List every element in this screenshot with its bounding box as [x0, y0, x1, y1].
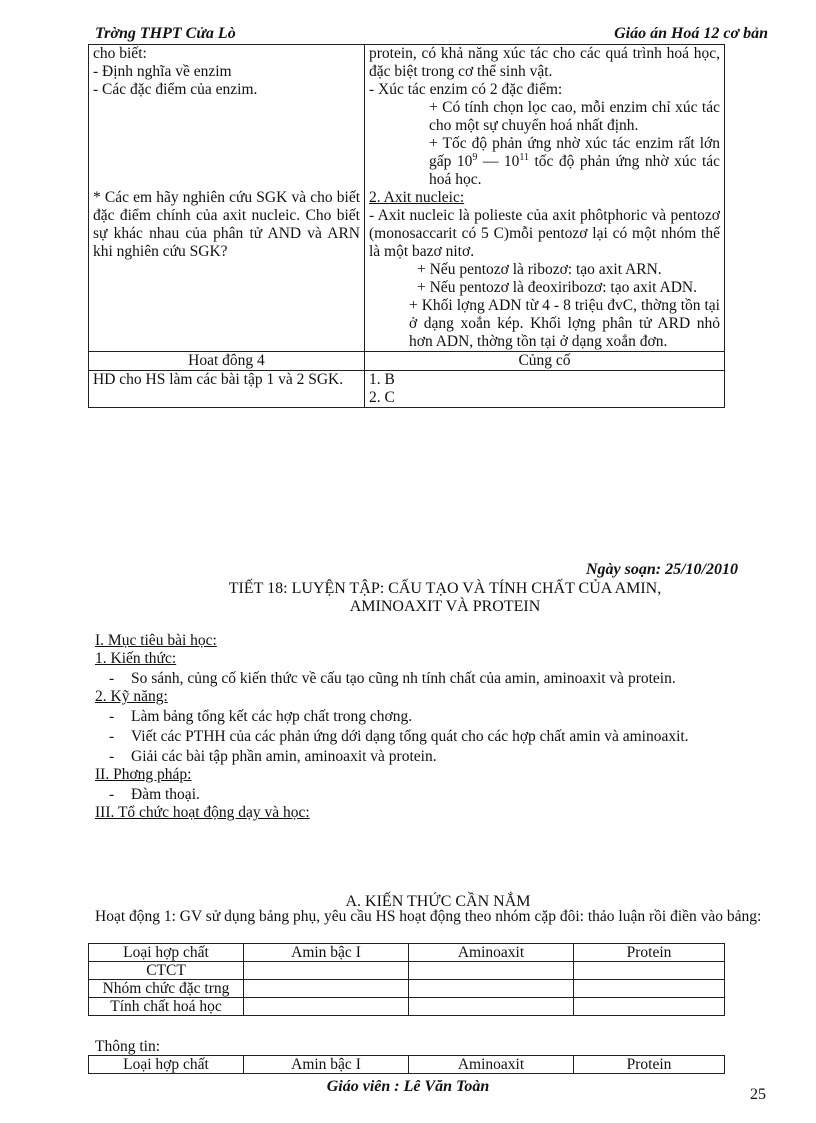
content-line: + Nếu pentozơ là đeoxiribozơ: tạo axit ADN.: [417, 279, 697, 296]
lesson-table: [88, 44, 725, 408]
table-row: [89, 352, 725, 371]
title-line-1: TIẾT 18: LUYỆN TẬP: CẤU TẠO VÀ TÍNH CHẤT CỦA AMIN,: [228, 580, 662, 597]
header-cell: Protein: [574, 944, 725, 962]
table-header-row: [89, 1056, 725, 1074]
empty-cell: [244, 962, 409, 980]
empty-cell: [574, 980, 725, 998]
content-line: - Xúc tác enzim có 2 đặc điểm:: [369, 81, 563, 98]
homework-cell: HD cho HS làm các bài tập 1 và 2 SGK.: [89, 371, 365, 408]
section-skills: 2. Kỹ năng:: [95, 688, 168, 705]
empty-cell: [244, 998, 409, 1016]
content-line: + Nếu pentozơ là ribozơ: tạo axit ARN.: [417, 261, 662, 278]
table-header-row: [89, 944, 725, 962]
table-row: [89, 980, 725, 998]
title-line-2: AMINOAXIT VÀ PROTEIN: [349, 598, 541, 615]
page-header: [95, 25, 768, 45]
lesson-title: [95, 580, 795, 616]
header-cell: Aminoaxit: [409, 1056, 574, 1074]
activity-1-text: Hoạt động 1: GV sử dụng bảng phụ, yêu cầu HS hoạt động theo nhóm cặp đôi: thảo luận rồi điền vào bảng:: [95, 908, 762, 925]
answers-cell: [365, 371, 725, 408]
content-line: protein, có khả năng xúc tác cho các quá trình hoá học, đặc biệt trong cơ thể sinh vật.: [369, 45, 720, 80]
empty-cell: [409, 962, 574, 980]
header-cell: Loại hợp chất: [89, 944, 244, 962]
content-line: + Tốc độ phản ứng nhờ xúc tác enzim rất lớn gấp $10^9$ — $10^{11}$ tốc độ phản ứng nhờ xúc tác hoá học.: [429, 135, 721, 188]
empty-cell: [244, 980, 409, 998]
section-organization: III. Tổ chức hoạt động dạy và học:: [95, 804, 310, 821]
section-method: II. Phơng pháp:: [95, 766, 192, 783]
teacher-questions-cell: [89, 45, 365, 352]
question-line: - Định nghĩa về enzim: [93, 63, 232, 80]
empty-cell: [409, 998, 574, 1016]
section-objectives: I. Mục tiêu bài học:: [95, 632, 217, 649]
table-row: [89, 998, 725, 1016]
lesson-date: Ngày soạn: 25/10/2010: [586, 561, 738, 578]
comparison-table: [88, 943, 725, 1016]
activity-4-label: Hoat đông 4: [89, 352, 365, 371]
page-number: 25: [750, 1086, 766, 1103]
header-cell: Amin bậc I: [244, 944, 409, 962]
content-line: + Có tính chọn lọc cao, mỗi enzim chỉ xúc tác cho một sự chuyển hoá nhất định.: [429, 99, 720, 134]
section-knowledge: 1. Kiến thức:: [95, 650, 177, 667]
question-nucleic: * Các em hãy nghiên cứu SGK và cho biết đặc điểm chính của axit nucleic. Cho biết sự khác nhau của phân tử AND và ARN khi nghiên cứu SGK?: [93, 189, 360, 260]
content-cell: [365, 45, 725, 352]
answer-line: 2. C: [369, 389, 395, 406]
list-item: - So sánh, củng cố kiến thức về cấu tạo cũng nh tính chất của amin, aminoaxit và protein.: [95, 670, 781, 688]
section-subtitle: A. KIẾN THỨC CẦN NẮM: [345, 893, 531, 910]
lesson-body: [95, 632, 781, 822]
table-row: [89, 371, 725, 408]
list-item: - Đàm thoại.: [95, 786, 781, 804]
question-line: - Các đặc điểm của enzim.: [93, 81, 258, 98]
teacher-footer: Giáo viên : Lê Văn Toàn: [326, 1078, 490, 1095]
header-cell: Aminoaxit: [409, 944, 574, 962]
table-row: [89, 45, 725, 352]
content-line: + Khối lợng ADN từ 4 - 8 triệu đvC, thờng tồn tại ở dạng xoắn kép. Khối lợng phân tử ARD nhỏ hơn ADN, thờng tồn tại ở dạng xoắn đơn.: [409, 297, 720, 350]
answer-line: 1. B: [369, 371, 395, 388]
content-line: - Axit nucleic là polieste của axit phôtphoric và pentozơ (monosaccarit có 5 C)mỗi pentozơ lại có một nhóm thế là một bazơ nitơ.: [369, 207, 720, 260]
table-row: [89, 962, 725, 980]
row-label: Tính chất hoá học: [89, 998, 244, 1016]
consolidation-label: Củng cố: [365, 352, 725, 371]
empty-cell: [574, 998, 725, 1016]
header-cell: Protein: [574, 1056, 725, 1074]
header-cell: Amin bậc I: [244, 1056, 409, 1074]
header-cell: Loại hợp chất: [89, 1056, 244, 1074]
row-label: Nhóm chức đặc trng: [89, 980, 244, 998]
info-label: Thông tin:: [95, 1038, 161, 1055]
heading-nucleic: 2. Axit nucleic:: [369, 189, 465, 206]
list-item: - Viết các PTHH của các phản ứng dới dạng tổng quát cho các hợp chất amin và aminoaxit.: [95, 728, 781, 746]
row-label: CTCT: [89, 962, 244, 980]
empty-cell: [409, 980, 574, 998]
subject-name: Giáo án Hoá 12 cơ bản: [614, 25, 768, 42]
list-item: - Làm bảng tổng kết các hợp chất trong chơng.: [95, 708, 781, 726]
school-name: Trờng THPT Cửa Lò: [95, 25, 236, 42]
list-item: - Giải các bài tập phần amin, aminoaxit và protein.: [95, 748, 781, 766]
info-table: [88, 1055, 725, 1074]
empty-cell: [574, 962, 725, 980]
question-line: cho biết:: [93, 45, 147, 62]
